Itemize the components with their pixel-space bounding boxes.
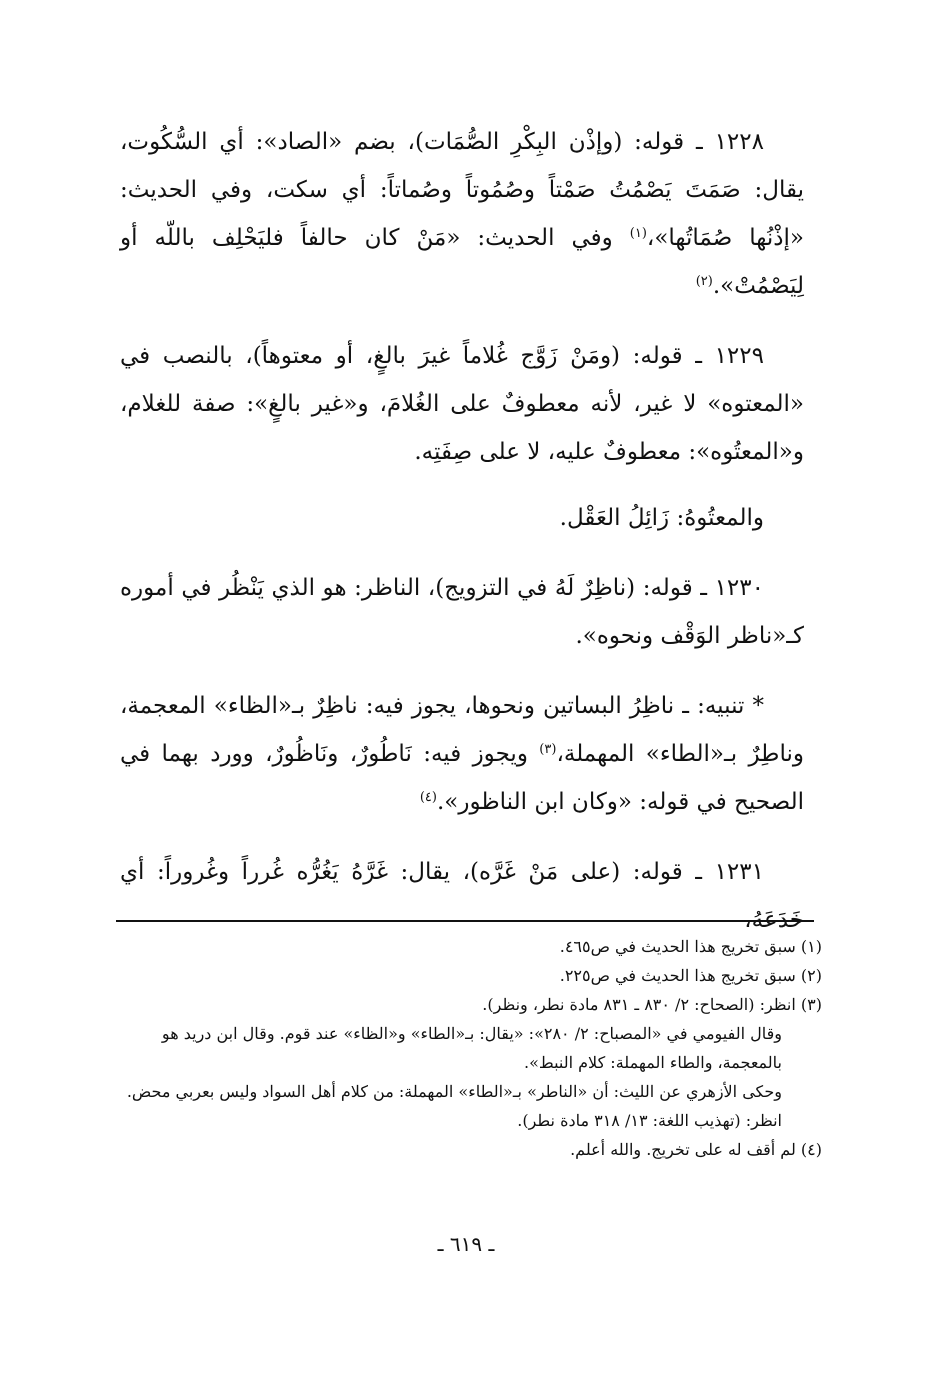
footnote-2: (٢) سبق تخريج هذا الحديث في ص٢٢٥. bbox=[559, 966, 822, 985]
footnote-ref-4[interactable]: (٤) bbox=[419, 790, 437, 805]
paragraph-1229: ١٢٢٩ ـ قوله: (ومَنْ زَوَّج غُلاماً غيرَ بالغٍ، أو معتوهاً)، بالنصب في «المعتوه» لا غير، لأنه معطوفٌ على الغُلامَ، و«غير بالغٍ»: صفة للغلام، و«المعتُوه»: معطوفٌ عليه، لا على صِفَتِه. bbox=[120, 343, 804, 465]
paragraph-definition: والمعتُوهُ: زَائِلُ العَقْل. bbox=[559, 505, 764, 531]
main-text bbox=[120, 118, 804, 944]
paragraph-note-text: * تنبيه: ـ ناظِرُ البساتين ونحوها، يجوز فيه: ناظِرٌ بـ«الظاء» المعجمة، وناطِرٌ بـ«الطاء» المهملة، bbox=[120, 693, 805, 767]
footnote-3-continued-b: وحكى الأزهري عن الليث: أن «الناطر» بـ«الطاء» المهملة: من كلام أهل السواد وليس بعربي محض. انظر: (تهذيب اللغة: ١٣/ ٣١٨ مادة نطر). bbox=[126, 1082, 782, 1130]
footnote-1: (١) سبق تخريج هذا الحديث في ص٤٦٥. bbox=[559, 937, 822, 956]
paragraph-note-text-b: ويجوز فيه: نَاطُورٌ، ونَاظُورٌ، وورد بهما في الصحيح في قوله: «وكان ابن الناظور». bbox=[120, 741, 804, 815]
footnote-3: (٣) انظر: (الصحاح: ٢/ ٨٣٠ ـ ٨٣١ مادة نطر، ونظر). bbox=[482, 995, 822, 1014]
paragraph-1228-text: ١٢٢٨ ـ قوله: (وإذْن البِكْرِ الصُّمَات)، بضم «الصاد»: أي السُّكُوت، يقال: صَمَتَ يَصْمُتُ صَمْتاً وصُمُوتاً وصُماتاً: أي سكت، وفي الحديث: «إذْنُها صُمَاتُها»، bbox=[120, 129, 804, 251]
paragraph-1228-text-b: وفي الحديث: «مَنْ كان حالفاً فليَحْلِف باللّه أو لِيَصْمُتْ». bbox=[120, 225, 804, 299]
paragraph-1230: ١٢٣٠ ـ قوله: (ناظِرٌ لَهُ في التزويج)، الناظر: هو الذي يَنْظُر في أموره كـ«ناظر الوَقْف ونحوه». bbox=[120, 575, 804, 649]
paragraph-1231: ١٢٣١ ـ قوله: (على مَنْ غَرَّه)، يقال: غَرَّهُ يَغُرُّه غُرراً وغُروراً: أي خَدَعَهُ، bbox=[120, 859, 804, 933]
footnote-4: (٤) لم أقف له على تخريج. والله أعلم. bbox=[570, 1140, 822, 1159]
paragraph-1228 bbox=[120, 118, 804, 310]
footnote-divider bbox=[116, 920, 814, 922]
footnote-ref-3[interactable]: (٣) bbox=[539, 742, 557, 757]
paragraph-note bbox=[120, 682, 804, 826]
footnote-ref-1[interactable]: (١) bbox=[629, 226, 647, 241]
page-number: ـ ٦١٩ ـ bbox=[437, 1232, 495, 1256]
footnote-ref-2[interactable]: (٢) bbox=[695, 274, 713, 289]
footnotes bbox=[110, 932, 822, 1164]
footnote-3-continued-a: وقال الفيومي في «المصباح: ٢/ ٢٨٠»: «يقال: بـ«الطاء» و«الظاء» عند قوم. وقال ابن دريد هو بالمعجمة، والطاء المهملة: كلام النبط». bbox=[161, 1024, 782, 1072]
